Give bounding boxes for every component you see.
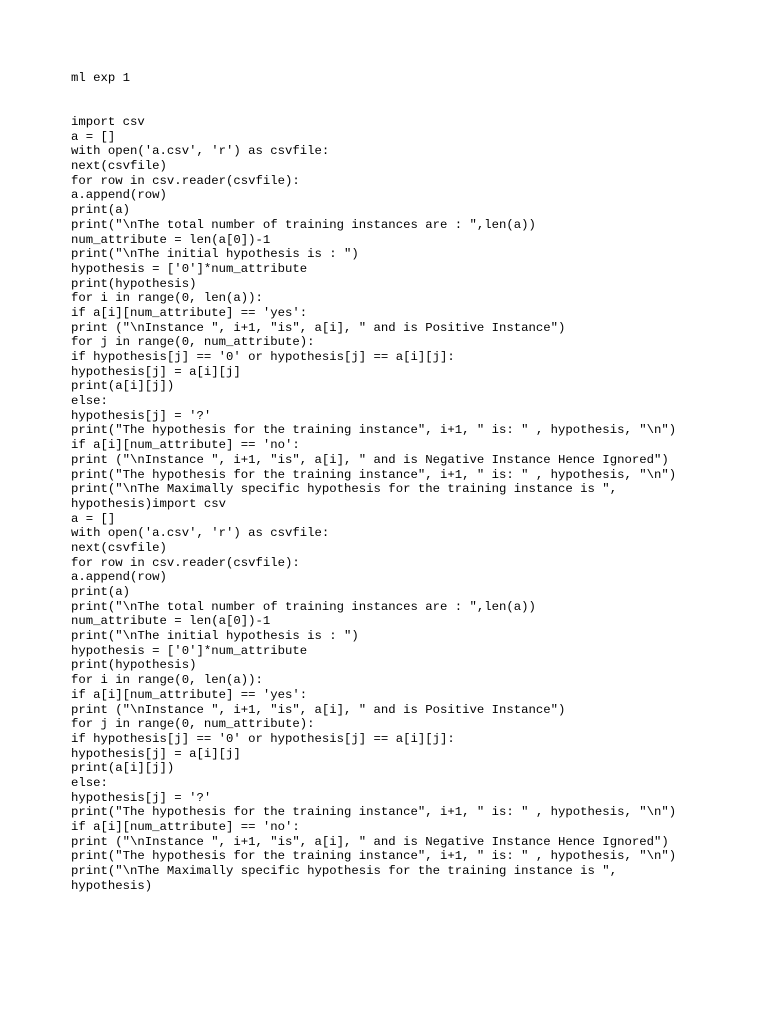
code-line: print(a)	[71, 585, 131, 599]
code-line: hypothesis = ['0']*num_attribute	[71, 643, 308, 658]
code-line: print("The hypothesis for the training instance", i+1, " is: " , hypothesis, "\n")	[71, 805, 677, 820]
code-line: a = []	[71, 511, 116, 526]
code-line: a = []	[71, 129, 116, 144]
code-line: import csv	[71, 115, 145, 129]
code-line: a.append(row)	[71, 188, 167, 203]
code-block	[71, 115, 761, 893]
code-line: print("\nThe Maximally specific hypothesis for the training instance is ",	[71, 482, 618, 497]
code-line: print("The hypothesis for the training instance", i+1, " is: " , hypothesis, "\n")	[71, 849, 677, 864]
code-line: else:	[71, 394, 108, 409]
code-line: print("\nThe total number of training instances are : ",len(a))	[71, 217, 536, 232]
code-line: if a[i][num_attribute] == 'yes':	[71, 305, 308, 320]
code-line: print("\nThe Maximally specific hypothesis for the training instance is ",	[71, 864, 618, 879]
code-line: if a[i][num_attribute] == 'no':	[71, 438, 300, 453]
code-line: if hypothesis[j] == '0' or hypothesis[j] == a[i][j]:	[71, 731, 455, 746]
code-line: num_attribute = len(a[0])-1	[71, 614, 271, 629]
code-line: hypothesis[j] = '?'	[71, 408, 212, 423]
code-line: with open('a.csv', 'r') as csvfile:	[71, 526, 330, 541]
code-line: hypothesis[j] = a[i][j]	[71, 746, 241, 761]
code-line: print(a[i][j])	[71, 761, 175, 776]
code-line: num_attribute = len(a[0])-1	[71, 232, 271, 247]
code-line: for i in range(0, len(a)):	[71, 291, 263, 306]
document-title: ml exp 1	[71, 71, 131, 85]
code-line: hypothesis[j] = a[i][j]	[71, 364, 241, 379]
code-line: print(a[i][j])	[71, 379, 175, 394]
code-line: print ("\nInstance ", i+1, "is", a[i], " and is Positive Instance")	[71, 320, 566, 335]
code-line: print("\nThe initial hypothesis is : ")	[71, 247, 359, 262]
code-line: a.append(row)	[71, 570, 167, 585]
code-line: print(hypothesis)	[71, 658, 197, 673]
code-line: for j in range(0, num_attribute):	[71, 717, 315, 732]
code-line: hypothesis)import csv	[71, 496, 226, 511]
code-line: hypothesis = ['0']*num_attribute	[71, 261, 308, 276]
code-line: for j in range(0, num_attribute):	[71, 335, 315, 350]
code-line: next(csvfile)	[71, 159, 167, 174]
code-line: print ("\nInstance ", i+1, "is", a[i], " and is Positive Instance")	[71, 702, 566, 717]
code-line: hypothesis)	[71, 878, 153, 893]
code-line: print ("\nInstance ", i+1, "is", a[i], " and is Negative Instance Hence Ignored")	[71, 452, 669, 467]
code-line: print(hypothesis)	[71, 276, 197, 291]
code-line: print("The hypothesis for the training instance", i+1, " is: " , hypothesis, "\n")	[71, 467, 677, 482]
code-line: else:	[71, 775, 108, 790]
code-line: print("\nThe total number of training instances are : ",len(a))	[71, 599, 536, 614]
code-line: if a[i][num_attribute] == 'yes':	[71, 687, 308, 702]
code-line: if a[i][num_attribute] == 'no':	[71, 820, 300, 834]
code-line: print(a)	[71, 203, 131, 218]
code-line: for row in csv.reader(csvfile):	[71, 173, 300, 188]
code-line: print ("\nInstance ", i+1, "is", a[i], " and is Negative Instance Hence Ignored")	[71, 834, 669, 849]
code-line: if hypothesis[j] == '0' or hypothesis[j] == a[i][j]:	[71, 350, 455, 364]
code-line: print("\nThe initial hypothesis is : ")	[71, 629, 359, 644]
code-line: for row in csv.reader(csvfile):	[71, 555, 300, 570]
code-line: next(csvfile)	[71, 540, 167, 555]
code-line: with open('a.csv', 'r') as csvfile:	[71, 144, 330, 159]
code-line: for i in range(0, len(a)):	[71, 673, 263, 688]
code-line: print("The hypothesis for the training instance", i+1, " is: " , hypothesis, "\n")	[71, 423, 677, 438]
code-line: hypothesis[j] = '?'	[71, 790, 212, 805]
